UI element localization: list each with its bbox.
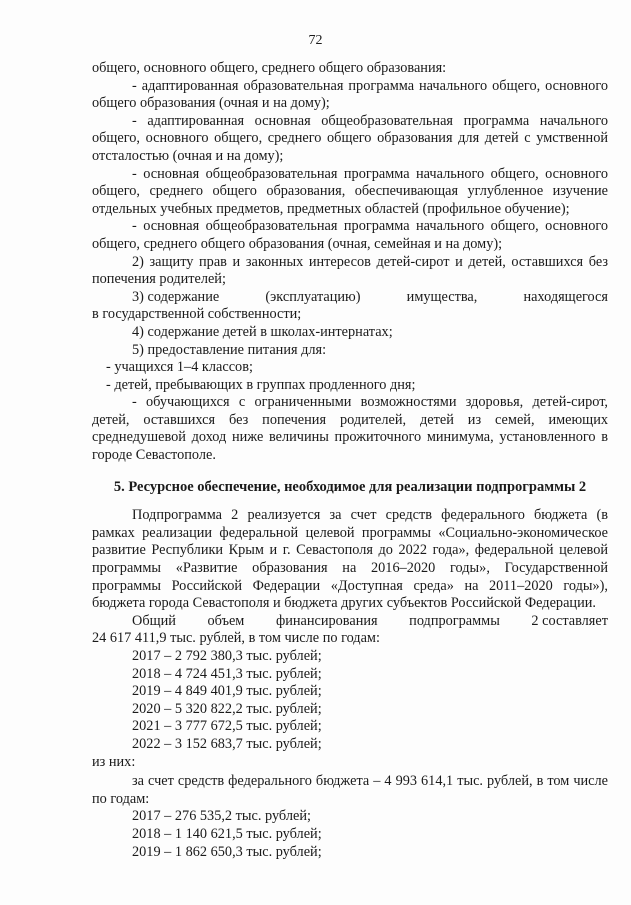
- text-fragment: 3) содержание: [132, 288, 220, 305]
- list-item: 5) предоставление питания для:: [132, 341, 327, 358]
- text-fragment: имущества,: [406, 288, 478, 305]
- text-line: общего, основного общего, среднего общего образования:: [92, 60, 447, 76]
- funding-paragraph: [92, 613, 608, 648]
- year-line: 2017 – 2 792 380,3 тыс. рублей;: [132, 648, 322, 664]
- list-item-3: [92, 289, 608, 324]
- year-line: 2019 – 4 849 401,9 тыс. рублей;: [132, 683, 322, 700]
- text-fragment: 2 составляет: [531, 612, 608, 629]
- text-line: 24 617 411,9 тыс. рублей, в том числе по годам:: [92, 630, 380, 647]
- text-fragment: объем: [207, 612, 245, 629]
- list-item: - детей, пребывающих в группах продленного дня;: [106, 376, 416, 393]
- list-item: 4) содержание детей в школах-интернатах;: [132, 323, 393, 340]
- text-fragment: подпрограммы: [409, 612, 500, 629]
- list-item: - адаптированная основная общеобразовательная программа начального общего, основного общего, среднего общего образования для детей с умственной отсталостью (очная и на дому);: [92, 112, 608, 164]
- text-line: в государственной собственности;: [92, 306, 302, 323]
- page-number: 72: [308, 33, 323, 48]
- text-fragment: Общий: [132, 612, 176, 629]
- list-item: 2) защиту прав и законных интересов детей-сирот и детей, оставшихся без попечения родителей;: [92, 253, 608, 288]
- year-line: 2018 – 1 140 621,5 тыс. рублей;: [132, 825, 322, 842]
- page-content: [92, 60, 608, 861]
- text-line: из них:: [92, 753, 136, 770]
- years-federal-list: [92, 808, 608, 861]
- paragraph: Подпрограмма 2 реализуется за счет средств федерального бюджета (в рамках реализации федеральной целевой программы «Социально-экономическое развитие Республики Крым и г. Севастополя до 2022 года», федеральной целевой программы «Развитие образования на 2016–2020 годы», Государственной программы Российской Федерации «Доступная среда» на 2011–2020 годы»), бюджета города Севастополя и бюджета других субъектов Российской Федерации.: [92, 507, 608, 612]
- text-fragment: (эксплуатацию): [265, 288, 361, 305]
- years-total-list: [92, 648, 608, 754]
- year-line: 2022 – 3 152 683,7 тыс. рублей;: [132, 735, 322, 752]
- year-line: 2020 – 5 320 822,2 тыс. рублей;: [132, 700, 322, 717]
- text-fragment: финансирования: [275, 612, 378, 629]
- list-item: - адаптированная образовательная программа начального общего, основного общего образования (очная и на дому);: [92, 77, 608, 112]
- year-line: 2019 – 1 862 650,3 тыс. рублей;: [132, 843, 322, 860]
- list-item: - основная общеобразовательная программа начального общего, основного общего, среднего общего образования (очная, семейная и на дому);: [92, 218, 608, 252]
- text-fragment: находящегося: [523, 288, 608, 305]
- list-item: - основная общеобразовательная программа начального общего, основного общего, среднего общего образования, обеспечивающая углубленное изучение отдельных учебных предметов, предметных областей (профильное обучение);: [92, 165, 608, 217]
- paragraph: за счет средств федерального бюджета – 4 993 614,1 тыс. рублей, в том числе по годам:: [92, 773, 608, 807]
- year-line: 2021 – 3 777 672,5 тыс. рублей;: [132, 718, 322, 735]
- list-item: - обучающихся с ограниченными возможностями здоровья, детей-сирот, детей, оставшихся без попечения родителей, детей из семей, имеющих среднедушевой доход ниже величины прожиточного минимума, установленного в городе Севастополе.: [92, 394, 608, 464]
- year-line: 2018 – 4 724 451,3 тыс. рублей;: [132, 665, 322, 682]
- year-line: 2017 – 276 535,2 тыс. рублей;: [132, 808, 311, 825]
- section-heading: 5. Ресурсное обеспечение, необходимое для реализации подпрограммы 2: [113, 478, 587, 495]
- list-item: - учащихся 1–4 классов;: [106, 359, 253, 376]
